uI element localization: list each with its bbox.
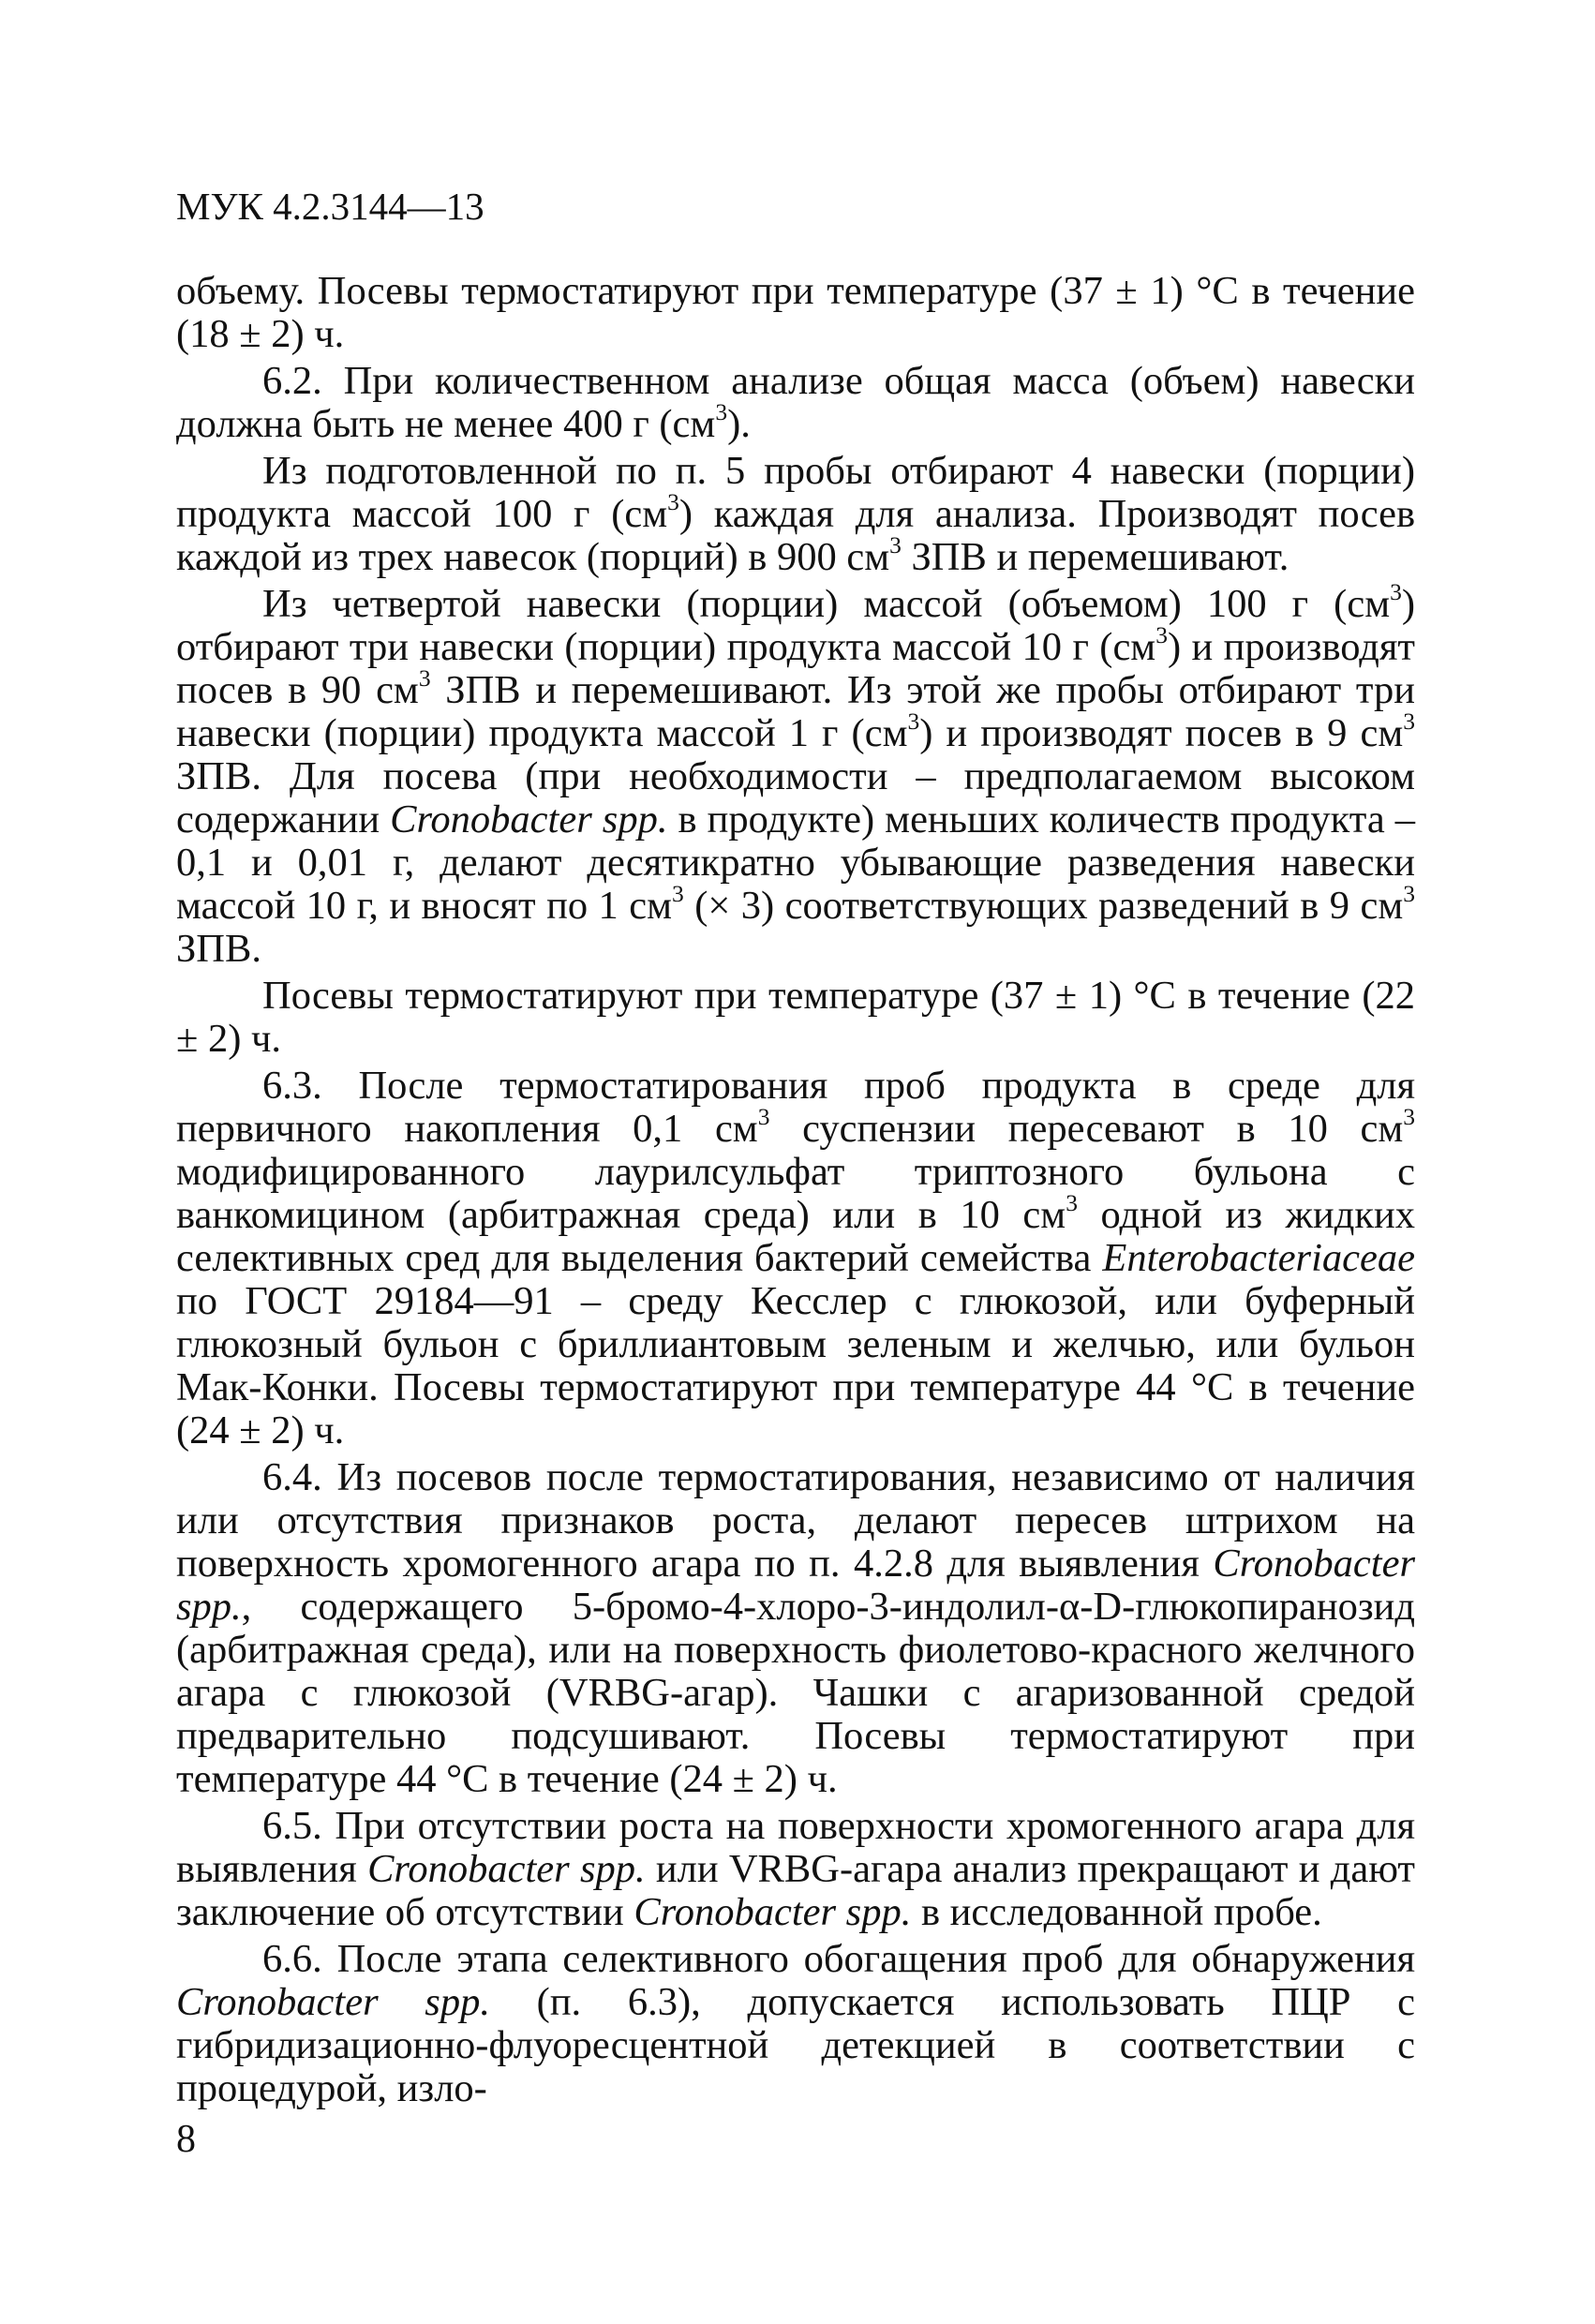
paragraph-continuation: объему. Посевы термостатируют при температуре (37 ± 1) °С в течение (18 ± 2) ч. — [176, 269, 1415, 356]
page-number: 8 — [176, 2118, 196, 2161]
paragraph-fourth-portion: Из четвертой навески (порции) массой (объемом) 100 г $(см^3)$ отбирают три навески (порции) продукта массой 10 г $(см^3)$ и производят посев в 90 $см^3$ ЗПВ и перемешивают. Из этой же пробы отбирают три навески (порции) продукта массой 1 г $(см^3)$ и производят посев в 9 $см^3$ ЗПВ. Для посева (при необходимости – предполагаемом высоком содержании Cronobacter spp. в продукте) меньших количеств продукта – 0,1 и 0,01 г, делают десятикратно убывающие разведения навески массой 10 г, и вносят по 1 $см^3$ (× 3) соответствующих разведений в 9 $см^3$ ЗПВ. — [176, 578, 1415, 971]
paragraph-6-2: 6.2. При количественном анализе общая масса (объем) навески должна быть не менее 400 г $(см^3)$. — [176, 359, 1415, 446]
paragraph-6-3: 6.3. После термостатирования проб продукта в среде для первичного накопления 0,1 $см^3$ суспензии пересевают в 10 $см^3$ модифицированного лаурилсульфат триптозного бульона с ванкомицином (арбитражная среда) или в 10 $см^3$ одной из жидких селективных сред для выделения бактерий семейства Enterobacteriaceae по ГОСТ 29184—91 – среду Кесслер с глюкозой, или буферный глюкозный бульон с бриллиантовым зеленым и желчью, или бульон Мак-Конки. Посевы термостатируют при температуре 44 °С в течение (24 ± 2) ч. — [176, 1064, 1415, 1452]
paragraph-incubation: Посевы термостатируют при температуре (37 ± 1) °С в течение (22 ± 2) ч. — [176, 974, 1415, 1061]
paragraph-6-4: 6.4. Из посевов после термостатирования, независимо от наличия или отсутствия признаков роста, делают пересев штрихом на поверхность хромогенного агара по п. 4.2.8 для выявления Cronobacter spp., содержащего 5-бромо-4-хлоро-3-индолил-α-D-глюкопиранозид (арбитражная среда), или на поверхность фиолетово-красного желчного агара с глюкозой (VRBG-агар). Чашки с агаризованной средой предварительно подсушивают. Посевы термостатируют при температуре 44 °С в течение (24 ± 2) ч. — [176, 1455, 1415, 1801]
paragraph-6-6: 6.6. После этапа селективного обогащения проб для обнаружения Cronobacter spp. (п. 6.3), допускается использовать ПЦР с гибридизационно-флуоресцентной детекцией в соответствии с процедурой, изло- — [176, 1937, 1415, 2110]
document-code-header: МУК 4.2.3144—13 — [176, 185, 484, 228]
paragraph-6-5: 6.5. При отсутствии роста на поверхности хромогенного агара для выявления Cronobacter spp. или VRBG-агара анализ прекращают и дают заключение об отсутствии Cronobacter spp. в исследованной пробе. — [176, 1804, 1415, 1934]
document-body — [176, 270, 1415, 2114]
paragraph-sample-portions: Из подготовленной по п. 5 пробы отбирают 4 навески (порции) продукта массой 100 г $(см^3)$ каждая для анализа. Производят посев каждой из трех навесок (порций) в 900 $см^3$ ЗПВ и перемешивают. — [176, 449, 1416, 579]
